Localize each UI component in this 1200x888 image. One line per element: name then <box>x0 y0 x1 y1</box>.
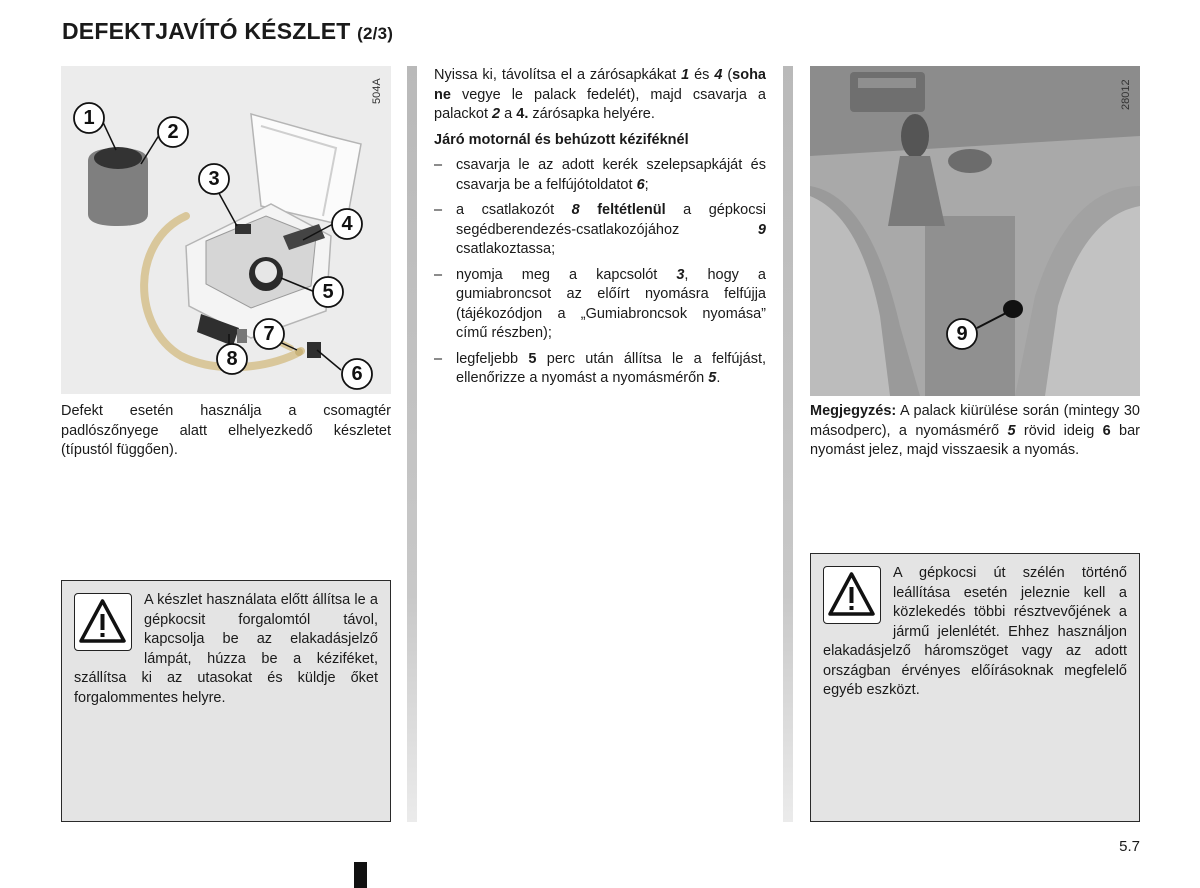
column-divider-left <box>407 66 417 822</box>
svg-text:9: 9 <box>956 323 968 345</box>
warning-box-right <box>810 553 1140 822</box>
svg-text:2: 2 <box>167 121 179 143</box>
list-item: – a csatlakozót 8 feltétlenül a gépkocsi segédberendezés-csatlakozójához 9 csatlakoztassa; <box>434 202 766 257</box>
svg-text:8: 8 <box>226 348 238 370</box>
warning-box-left <box>61 580 391 822</box>
list-item: – nyomja meg a kapcsolót 3, hogy a gumiabroncsot az előírt nyomásra felfújja (tájékozódjon a „Gumiabroncsok nyomása” című részben); <box>434 266 766 341</box>
figure-left-caption: Defekt esetén használja a csomagtér padlószőnyege alatt elhelyezkedő készletet (típustól függően). <box>61 403 391 458</box>
section-heading: Járó motornál és behúzott kéziféknél <box>434 131 689 148</box>
warning-triangle-icon <box>823 566 881 624</box>
page-number: 5.7 <box>1119 838 1140 855</box>
warning-triangle-icon <box>74 593 132 651</box>
svg-text:1: 1 <box>83 107 95 129</box>
page-title-suffix: (2/3) <box>357 24 394 43</box>
note-paragraph: Megjegyzés: A palack kiürülése során (mintegy 30 másodperc), a nyomásmérő 5 rövid ideig 6 bar nyomást jelez, majd visszaesik a nyomás. <box>810 403 1140 458</box>
car-interior-photo <box>810 66 1140 396</box>
svg-text:4: 4 <box>341 213 353 235</box>
repair-kit-illustration <box>61 66 391 394</box>
car-interior-figure <box>810 66 1140 396</box>
figure-code-504a: 504A <box>371 78 383 104</box>
page-title: DEFEKTJAVÍTÓ KÉSZLET (2/3) <box>62 18 394 44</box>
svg-text:3: 3 <box>208 168 220 190</box>
figure-code-28012: 28012 <box>1120 79 1132 110</box>
intro-paragraph: Nyissa ki, távolítsa el a zárósapkákat 1 és 4 (soha ne vegye le palack fedelét), majd csavarja a palackot 2 a 4. zárósapka helyére. <box>434 67 766 122</box>
svg-text:6: 6 <box>351 363 363 385</box>
steps-list <box>434 156 766 389</box>
warning-left-text: A készlet használata előtt állítsa le a gépkocsit forgalomtól távol, kapcsolja be az elakadásjelző lámpát, húzza be a kéziféket, szállítsa ki az utasokat és küldje őket forgalommentes helyre. <box>74 592 378 706</box>
warning-right-text: A gépkocsi út szélén történő leállítása esetén jeleznie kell a közlekedés többi résztvevőjének a jármű jelenlétét. Ehhez használjon elakadásjelző háromszöget vagy az adott országban érvényes előírásoknak megfelelő egyéb eszközt. <box>823 565 1127 698</box>
list-item: – csavarja le az adott kerék szelepsapkáját és csavarja be a felfújótoldatot 6; <box>434 157 766 193</box>
page-edge-marker <box>354 862 367 888</box>
list-item: – legfeljebb 5 perc után állítsa le a felfújást, ellenőrizze a nyomást a nyomásmérőn 5. <box>434 350 766 386</box>
column-divider-right <box>783 66 793 822</box>
svg-text:7: 7 <box>263 323 275 345</box>
repair-kit-figure <box>61 66 391 394</box>
middle-column <box>434 66 766 395</box>
svg-text:5: 5 <box>322 281 334 303</box>
